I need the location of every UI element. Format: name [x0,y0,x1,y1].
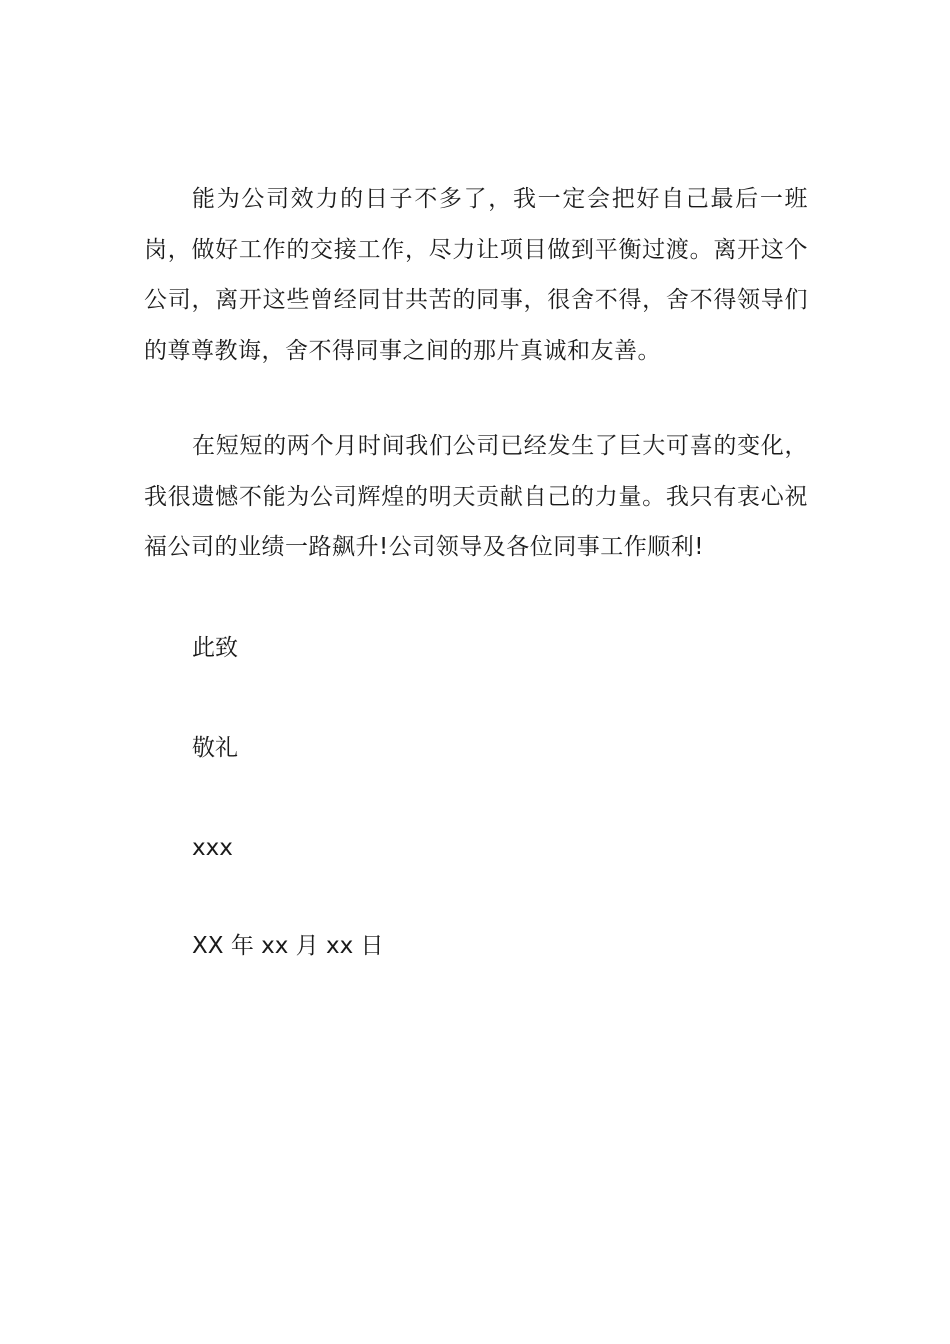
signature-date: XX 年 xx 月 xx 日 [192,933,384,959]
letter-paragraph-2: 在短短的两个月时间我们公司已经发生了巨大可喜的变化，我很遗憾不能为公司辉煌的明天贡献自己的力量。我只有衷心祝福公司的业绩一路飙升!公司领导及各位同事工作顺利! [144,433,808,560]
closing-salute: 此致 [192,635,238,661]
signature-name: xxx [192,835,233,861]
closing-regards: 敬礼 [192,735,238,761]
letter-paragraph-1: 能为公司效力的日子不多了，我一定会把好自己最后一班岗，做好工作的交接工作，尽力让项目做到平衡过渡。离开这个公司，离开这些曾经同甘共苦的同事，很舍不得，舍不得领导们的尊尊教诲，舍不得同事之间的那片真诚和友善。 [144,186,808,364]
